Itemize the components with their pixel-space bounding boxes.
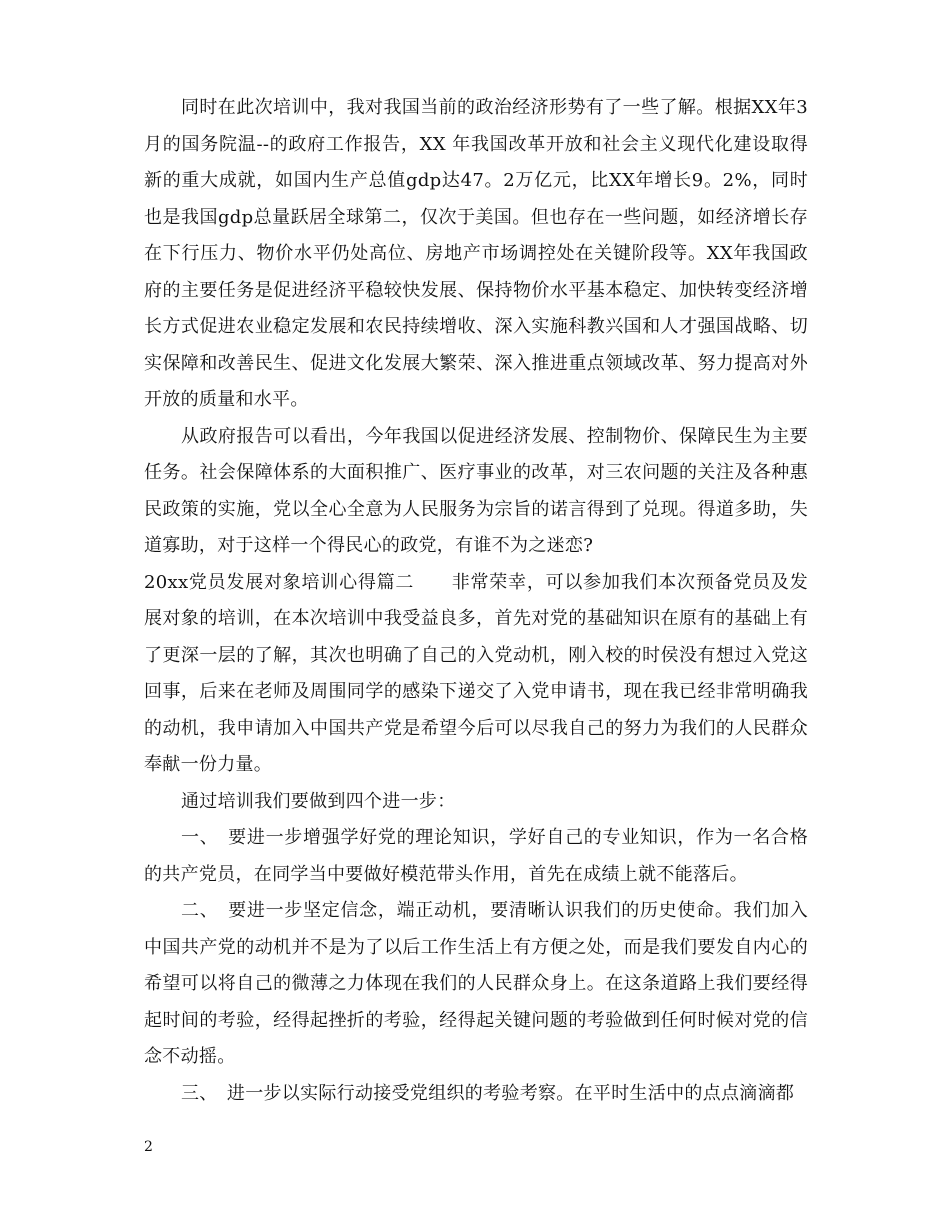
paragraph-four-steps-intro: 通过培训我们要做到四个进一步： [181,790,456,812]
document-body [144,90,808,1112]
paragraph-step-three: 三、 进一步以实际行动接受党组织的考验考察。在平时生活中的点点滴滴都 [181,1082,795,1104]
paragraph-step-one: 一、 要进一步增强学好党的理论知识，学好自己的专业知识，作为一名合格的共产党员，在同学当中要做好模范带头作用，首先在成绩上就不能落后。 [144,827,808,885]
paragraph-government-report: 从政府报告可以看出，今年我国以促进经济发展、控制物价、保障民生为主要任务。社会保障体系的大面积推广、医疗事业的改革，对三农问题的关注及各种惠民政策的实施，党以全心全意为人民服务为宗旨的诺言得到了兑现。得道多助，失道寡助，对于这样一个得民心的政党，有谁不为之迷恋? [144,425,808,556]
paragraph-step-two: 二、 要进一步坚定信念，端正动机，要清晰认识我们的历史使命。我们加入中国共产党的动机并不是为了以后工作生活上有方便之处，而是我们要发自内心的希望可以将自己的微薄之力体现在我们的人民群众身上。在这条道路上我们要经得起时间的考验，经得起挫折的考验，经得起关键问题的考验做到任何时候对党的信念不动摇。 [144,900,808,1067]
paragraph-economic-situation: 同时在此次培训中，我对我国当前的政治经济形势有了一些了解。根据XX年3月的国务院温--的政府工作报告，XX 年我国改革开放和社会主义现代化建设取得新的重大成就，如国内生产总值gdp达47。2万亿元，比XX年增长9。2%，同时也是我国gdp总量跃居全球第二，仅次于美国。但也存在一些问题，如经济增长存在下行压力、物价水平仍处高位、房地产市场调控处在关键阶段等。XX年我国政府的主要任务是促进经济平稳较快发展、保持物价水平基本稳定、加快转变经济增长方式促进农业稳定发展和农民持续增收、深入实施科教兴国和人才强国战略、切实保障和改善民生、促进文化发展大繁荣、深入推进重点领域改革、努力提高对外开放的质量和水平。 [144,97,808,410]
page-number: 2 [144,1139,153,1155]
paragraph-article-two: 20xx党员发展对象培训心得篇二 非常荣幸，可以参加我们本次预备党员及发展对象的培训，在本次培训中我受益良多，首先对党的基础知识在原有的基础上有了更深一层的了解，其次也明确了自己的入党动机，刚入校的时侯没有想过入党这回事，后来在老师及周围同学的感染下递交了入党申请书，现在我已经非常明确我的动机，我申请加入中国共产党是希望今后可以尽我自己的努力为我们的人民群众奉献一份力量。 [144,571,808,775]
